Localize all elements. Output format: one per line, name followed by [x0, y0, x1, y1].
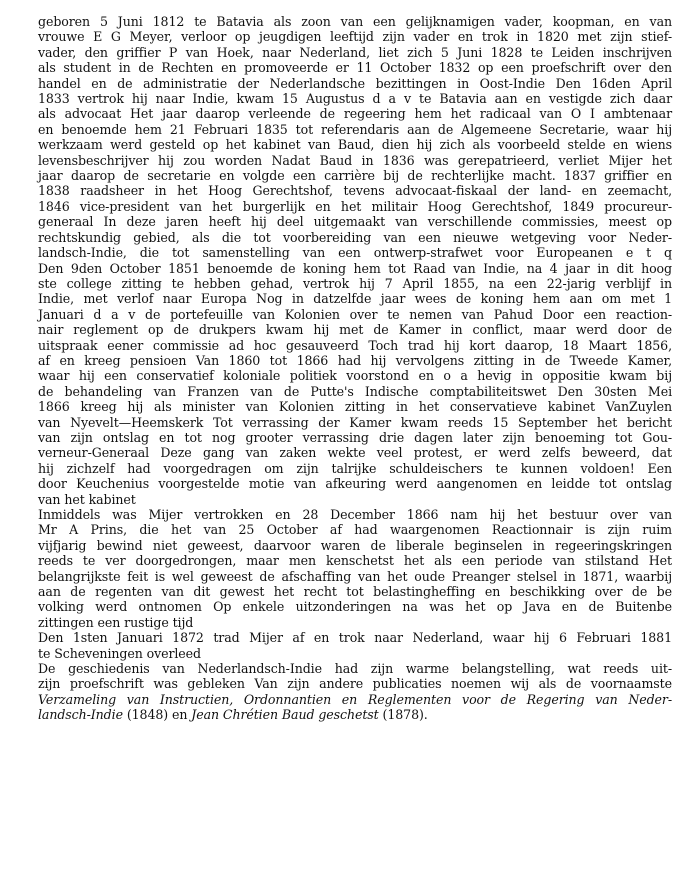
text-line: landsch-Indie, die tot samenstelling van een ontwerp-strafwet voor Europeanen e t q — [38, 245, 672, 261]
text-line: als advocaat Het jaar daarop verleende de regeering hem het radicaal van O I ambtenaar — [38, 106, 672, 122]
text-line: Indie, met verlof naar Europa Nog in datzelfde jaar wees de koning hem aan om met 1 — [38, 291, 672, 307]
text-line: jaar daarop de secretarie en volgde een carrière bij de rechterlijke macht. 1837 griffier en — [38, 168, 672, 184]
text-fragment: (1878). — [378, 707, 428, 723]
text-line: 1838 raadsheer in het Hoog Gerechtshof, tevens advocaat-fiskaal der land- en zeemacht, — [38, 183, 672, 199]
text-line: als student in de Rechten en promoveerde er 11 October 1832 op een proefschrift over den — [38, 60, 672, 76]
text-line: belangrijkste feit is wel geweest de afschaffing van het oude Preanger stelsel in 1871, waarbij — [38, 568, 672, 584]
text-line: van zijn ontslag en tot nog grooter verrassing drie dagen later zijn benoeming tot Gou- — [38, 429, 672, 445]
text-line: te Scheveningen overleed — [38, 645, 201, 661]
text-line: en benoemde hem 21 Februari 1835 tot referendaris aan de Algemeene Secretarie, waar hij — [38, 121, 672, 137]
text-line: volking werd ontnomen Op enkele uitzonderingen na was het op Java en de Buitenbe — [38, 599, 672, 615]
biography-paragraph-2 — [38, 507, 672, 630]
text-line: rechtskundig gebied, als die tot voorbereiding van een nieuwe wetgeving voor Neder- — [38, 229, 672, 245]
text-line: zijn proefschrift was gebleken Van zijn andere publicaties noemen wij als de voornaamste — [38, 676, 672, 692]
text-line: reeds te ver doorgedrongen, maar men kenschetst het als een periode van stilstand Het — [38, 553, 672, 569]
text-line: af en kreeg pensioen Van 1860 tot 1866 had hij vervolgens zitting in de Tweede Kamer, — [38, 352, 672, 368]
biography-paragraph-4 — [38, 661, 672, 723]
text-line: verneur-Generaal Deze gang van zaken wekte veel protest, er werd zelfs beweerd, dat — [38, 445, 672, 461]
text-line: werkzaam werd gesteld op het kabinet van Baud, dien hij zich als voorbeeld stelde en wiens — [38, 137, 672, 153]
text-line: Inmiddels was Mijer vertrokken en 28 December 1866 nam hij het bestuur over van — [38, 507, 672, 522]
document-page — [38, 14, 672, 723]
biography-paragraph-1 — [38, 14, 672, 507]
text-line: zittingen een rustige tijd — [38, 614, 194, 630]
text-line: waar hij een conservatief koloniale politiek voorstond en o a hevig in oppositie kwam bij — [38, 368, 672, 384]
text-line: ste college zitting te hebben gehad, vertrok hij 7 April 1855, na een 22-jarig verblijf in — [38, 275, 672, 291]
text-line: levensbeschrijver hij zou worden Nadat Baud in 1836 was gerepatrieerd, verliet Mijer het — [38, 152, 672, 168]
text-line: geboren 5 Juni 1812 te Batavia als zoon van een gelijknamigen vader, koopman, en van — [38, 14, 672, 29]
text-line — [38, 707, 672, 722]
text-line: van Nyevelt—Heemskerk Tot verrassing der Kamer kwam reeds 15 September het bericht — [38, 414, 672, 430]
text-line: aan de regenten van dit gewest het recht tot belastingheffing en beschikking over de be — [38, 584, 672, 600]
text-line: van het kabinet — [38, 491, 136, 507]
publication-title: landsch-Indie — [38, 707, 123, 723]
text-line: generaal In deze jaren heeft hij deel uitgemaakt van verschillende commissies, meest op — [38, 214, 672, 230]
text-line: 1866 kreeg hij als minister van Kolonien zitting in het conservatieve kabinet VanZuylen — [38, 399, 672, 415]
text-line: door Keuchenius voorgestelde motie van afkeuring werd aangenomen en leidde tot ontslag — [38, 476, 672, 492]
text-line — [38, 692, 672, 707]
text-line: 1846 vice-president van het burgerlijk en het militair Hoog Gerechtshof, 1849 procureur- — [38, 198, 672, 214]
publication-title: Verzameling van Instructien, Ordonnantien en Reglementen voor de Regering van Neder- — [38, 691, 672, 707]
biography-paragraph-3 — [38, 630, 672, 661]
text-line: de behandeling van Franzen van de Putte's Indische comptabiliteitswet Den 30sten Mei — [38, 383, 672, 399]
text-line: handel en de administratie der Nederlandsche bezittingen in Oost-Indie Den 16den April — [38, 75, 672, 91]
text-fragment: (1848) en — [122, 707, 192, 723]
text-line: Januari d a v de portefeuille van Kolonien over te nemen van Pahud Door een reaction- — [38, 306, 672, 322]
text-line: vader, den griffier P van Hoek, naar Nederland, liet zich 5 Juni 1828 te Leiden inschrijven — [38, 44, 672, 60]
text-line: nair reglement op de drukpers kwam hij met de Kamer in conflict, maar werd door de — [38, 322, 672, 338]
text-line: Den 1sten Januari 1872 trad Mijer af en trok naar Nederland, waar hij 6 Februari 1881 — [38, 630, 672, 646]
text-line: De geschiedenis van Nederlandsch-Indie had zijn warme belangstelling, wat reeds uit- — [38, 661, 672, 677]
publication-title: Jean Chrétien Baud geschetst — [191, 707, 379, 723]
text-line: vijfjarig bewind niet geweest, daarvoor waren de liberale beginselen in regeeringskringen — [38, 537, 672, 553]
text-line: 1833 vertrok hij naar Indie, kwam 15 Augustus d a v te Batavia aan en vestigde zich daar — [38, 91, 672, 107]
text-line: uitspraak eener commissie ad hoc gesauveerd Toch trad hij kort daarop, 18 Maart 1856, — [38, 337, 672, 353]
text-line: vrouwe E G Meyer, verloor op jeugdigen leeftijd zijn vader en trok in 1820 met zijn stief- — [38, 29, 672, 45]
text-line: hij zichzelf had voorgedragen om zijn talrijke schuldeischers te kunnen voldoen! Een — [38, 460, 672, 476]
text-line: Den 9den October 1851 benoemde de koning hem tot Raad van Indie, na 4 jaar in dit hoog — [38, 260, 672, 276]
text-line: Mr A Prins, die het van 25 October af had waargenomen Reactionnair is zijn ruim — [38, 522, 672, 538]
